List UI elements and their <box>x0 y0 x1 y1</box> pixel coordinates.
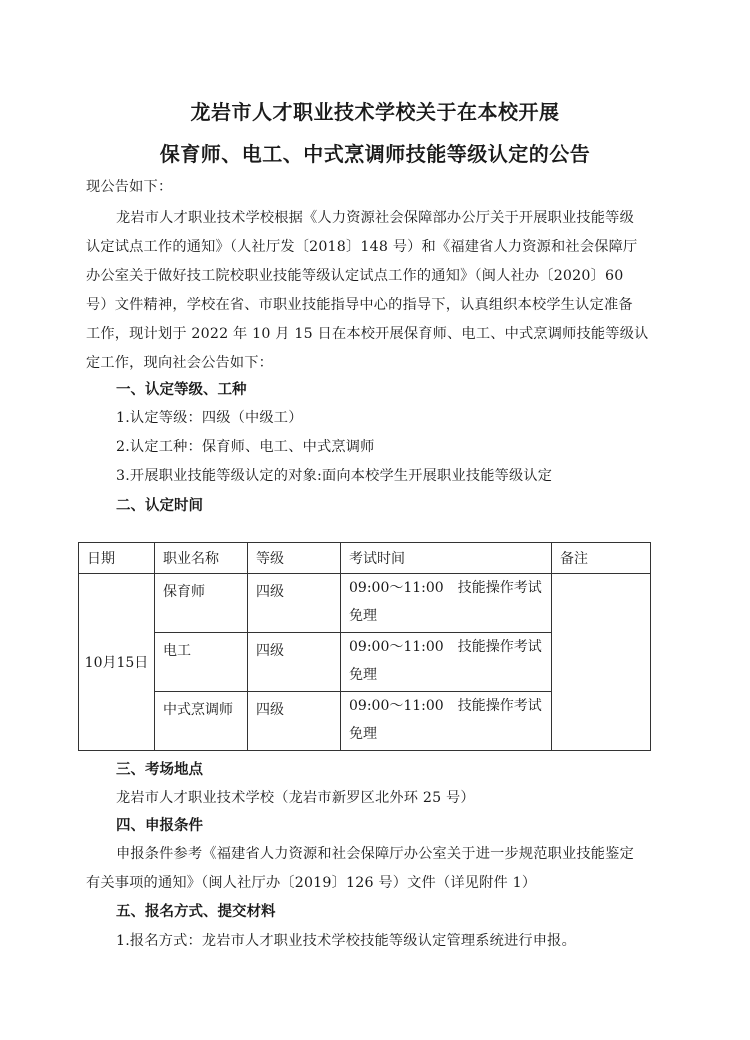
remarks-cell <box>552 574 651 751</box>
section-4-line-2: 有关事项的通知》（闽人社厅办〔2019〕126 号）文件（详见附件 1） <box>86 875 537 891</box>
level-cell <box>248 692 341 751</box>
body-line-3: 办公室关于做好技工院校职业技能等级认定试点工作的通知》（闽人社办〔2020〕60 <box>86 268 624 284</box>
table-header-row <box>79 543 651 574</box>
header-level: 等级 <box>248 543 341 574</box>
exam-time-cell <box>341 633 552 692</box>
title-line-1: 龙岩市人才职业技术学校关于在本校开展 <box>190 100 560 124</box>
level-cell <box>248 574 341 633</box>
level-value: 四级 <box>256 702 284 718</box>
level-cell <box>248 633 341 692</box>
section-5-item-1: 1.报名方式：龙岩市人才职业技术学校技能等级认定管理系统进行申报。 <box>116 933 576 949</box>
section-1-item-3: 3.开展职业技能等级认定的对象:面向本校学生开展职业技能等级认定 <box>116 468 553 484</box>
level-value: 四级 <box>256 643 284 659</box>
job-name: 电工 <box>163 643 191 659</box>
header-date: 日期 <box>79 543 155 574</box>
section-3-text: 龙岩市人才职业技术学校（龙岩市新罗区北外环 25 号） <box>116 790 475 806</box>
table-row <box>79 574 651 633</box>
section-4-heading: 四、申报条件 <box>116 818 203 834</box>
schedule-table <box>78 542 651 751</box>
exam-time-line-1: 09:00～11:00 技能操作考试 <box>349 698 542 714</box>
section-1-item-1: 1.认定等级：四级（中级工） <box>116 410 303 426</box>
exam-time-line-1: 09:00～11:00 技能操作考试 <box>349 639 542 655</box>
job-name: 保育师 <box>163 584 205 600</box>
title-line-2: 保育师、电工、中式烹调师技能等级认定的公告 <box>159 142 591 166</box>
exam-time-line-2: 免理 <box>349 608 377 624</box>
body-line-2: 认定试点工作的通知》（人社厅发〔2018〕148 号）和《福建省人力资源和社会保障厅 <box>86 239 638 255</box>
job-cell <box>155 574 248 633</box>
section-4-line-1: 申报条件参考《福建省人力资源和社会保障厅办公室关于进一步规范职业技能鉴定 <box>116 846 634 862</box>
section-3-heading: 三、考场地点 <box>116 762 203 778</box>
body-line-1: 龙岩市人才职业技术学校根据《人力资源社会保障部办公厅关于开展职业技能等级 <box>116 210 634 226</box>
job-cell <box>155 692 248 751</box>
exam-time-cell <box>341 574 552 633</box>
level-value: 四级 <box>256 584 284 600</box>
section-1-heading: 一、认定等级、工种 <box>116 382 247 398</box>
header-remarks: 备注 <box>552 543 651 574</box>
date-cell: 10月15日 <box>79 574 155 751</box>
job-name: 中式烹调师 <box>163 702 233 718</box>
body-line-6: 定工作，现向社会公告如下： <box>86 355 274 371</box>
exam-time-cell <box>341 692 552 751</box>
exam-time-line-1: 09:00～11:00 技能操作考试 <box>349 580 542 596</box>
header-exam-time: 考试时间 <box>341 543 552 574</box>
section-1-item-2: 2.认定工种：保育师、电工、中式烹调师 <box>116 439 375 455</box>
job-cell <box>155 633 248 692</box>
section-5-heading: 五、报名方式、提交材料 <box>116 904 276 920</box>
intro-text: 现公告如下： <box>86 179 173 195</box>
body-line-4: 号）文件精神，学校在省、市职业技能指导中心的指导下，认真组织本校学生认定准备 <box>86 297 633 313</box>
header-job: 职业名称 <box>155 543 248 574</box>
exam-time-line-2: 免理 <box>349 667 377 683</box>
exam-time-line-2: 免理 <box>349 726 377 742</box>
section-2-heading: 二、认定时间 <box>116 498 203 514</box>
body-line-5: 工作，现计划于 2022 年 10 月 15 日在本校开展保育师、电工、中式烹调师技能等级认 <box>86 326 649 342</box>
